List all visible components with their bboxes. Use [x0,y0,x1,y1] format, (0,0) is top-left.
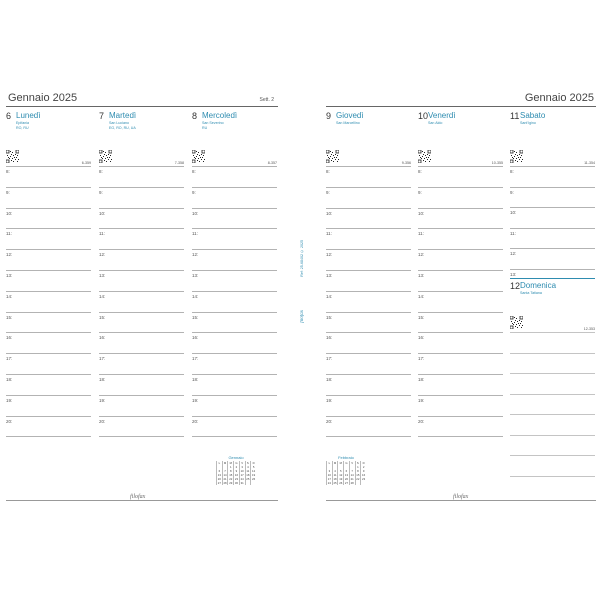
qr-code-icon [418,150,431,163]
calendar-date: 13 [344,473,349,477]
calendar-date: 18 [333,477,337,481]
hour-line-end [418,436,503,457]
calendar-date: 17 [327,477,331,481]
calendar-date: 28 [350,481,354,485]
hour-label: 19: [99,397,106,403]
hour-line [192,353,277,374]
hour-line [6,416,91,437]
hour-label: 20: [6,418,13,424]
day-of-year: 7-358 [174,161,184,165]
calendar-date: 10 [240,469,244,473]
calendar-date: 14 [350,473,354,477]
mini-calendar-title: Febbraio [338,455,354,460]
spine-logo: filofax [300,310,305,323]
hour-line [418,291,503,312]
hour-label: 18: [99,377,106,382]
hour-line [192,374,277,395]
calendar-date: 6 [217,469,223,473]
mini-calendar-grid [326,461,366,485]
calendar-date: 16 [234,473,239,477]
calendar-date: 17 [240,473,244,477]
hour-line [326,416,411,437]
hour-label: 13: [510,271,517,277]
hour-line [99,249,184,270]
hour-line [99,416,184,437]
brand-logo-right: filofax [453,494,469,500]
hour-line [418,312,503,333]
hour-line [418,187,503,208]
hour-line [99,395,184,416]
calendar-date: 5 [338,469,344,473]
qr-code-icon [192,150,205,163]
hour-line [99,187,184,208]
day-name: Domenica [520,281,557,290]
calendar-date: 24 [240,477,244,481]
hour-line [418,166,503,187]
calendar-date: 12 [339,473,343,477]
hour-line [326,208,411,229]
weekday-header: D [252,461,255,465]
hour-line [510,248,595,269]
calendar-date: 8 [228,469,234,473]
hour-label: 9: [510,189,514,195]
hour-label: 11: [6,231,12,237]
hour-line [6,353,91,374]
hour-label: 11: [192,231,198,237]
hour-label: 13: [192,273,199,278]
calendar-date: 7 [222,469,228,473]
hour-line [192,166,277,187]
brand-logo-left: filofax [130,494,146,500]
note-line [510,394,595,415]
calendar-date: 25 [333,481,337,485]
calendar-date: 11 [246,469,250,473]
day-of-year: 8-357 [267,161,277,165]
hour-label: 16: [418,335,425,341]
header-rule [6,106,278,107]
calendar-date: 22 [229,477,233,481]
hour-line [510,166,595,187]
hour-label: 12: [192,252,199,258]
calendar-date: 7 [349,469,355,473]
weekday-header: V [241,461,244,465]
calendar-date [251,481,256,485]
hour-label: 10: [418,210,425,216]
hour-line [418,332,503,353]
hour-label: 15: [418,314,425,320]
hour-label: 9: [99,189,103,195]
hour-label: 18: [192,377,199,382]
reference-code: Ref: 25-68402 © 2025 [300,240,304,277]
holiday-country-codes: EG, RO, RU, UA [109,126,136,130]
day-number: 8 [192,111,198,121]
hour-line [99,353,184,374]
calendar-date: 11 [333,473,337,477]
hour-line [192,208,277,229]
calendar-date: 27 [217,481,221,485]
hour-line [192,312,277,333]
calendar-date: 19 [339,477,343,481]
sunday-rule [510,278,595,279]
hour-label: 9: [418,189,422,195]
hour-label: 9: [326,189,330,195]
note-line [510,373,595,394]
hour-label: 8: [326,169,330,174]
hour-line [192,395,277,416]
hour-line [6,187,91,208]
month-title: Gennaio 2025 [524,92,594,104]
calendar-date: 26 [339,481,343,485]
calendar-date: 5 [251,465,256,469]
qr-code-icon [6,150,19,163]
hour-label: 15: [6,314,13,320]
saint-name: San Marcellino [336,121,360,125]
hour-label: 14: [6,293,13,299]
calendar-date: 27 [344,481,349,485]
hour-line [99,208,184,229]
calendar-date: 24 [327,481,331,485]
hour-line [510,228,595,249]
hour-line [192,249,277,270]
left-page [6,88,278,508]
hour-line [6,270,91,291]
hour-label: 18: [6,377,13,382]
hour-line [192,270,277,291]
hour-label: 19: [326,397,333,403]
calendar-date: 13 [217,473,221,477]
hour-line [418,395,503,416]
hour-label: 15: [326,314,333,320]
day-name: Lunedì [16,111,41,120]
hour-label: 14: [192,293,199,299]
calendar-date: 16 [362,473,366,477]
hour-label: 13: [418,273,425,278]
hour-line [6,166,91,187]
hour-label: 16: [99,335,106,341]
weekday-header: L [327,461,333,465]
hour-label: 19: [418,397,425,403]
hour-line [192,416,277,437]
hour-line [326,166,411,187]
hour-label: 10: [99,210,106,216]
day-number: 12 [510,281,521,291]
mini-calendar-grid [216,461,256,485]
hour-line [326,312,411,333]
hour-label: 8: [6,169,10,174]
hour-line [418,208,503,229]
hour-label: 19: [192,397,199,403]
calendar-date: 19 [252,473,256,477]
hour-line [99,312,184,333]
day-of-year: 11-354 [584,161,595,165]
qr-code-icon [510,150,523,163]
day-number: 11 [510,111,520,121]
hour-label: 12: [510,251,517,256]
weekday-header: D [362,461,365,465]
hour-label: 19: [6,397,13,403]
hour-line [6,332,91,353]
calendar-date: 4 [332,469,338,473]
calendar-date: 20 [217,477,221,481]
hour-line [192,228,277,249]
hour-line [6,249,91,270]
hour-line [326,353,411,374]
weekday-header: M [339,461,342,465]
month-title: Gennaio 2025 [8,92,78,104]
hour-line [99,374,184,395]
hour-label: 20: [192,418,199,424]
hour-label: 11: [418,231,424,237]
hour-line [326,332,411,353]
calendar-date: 14 [223,473,227,477]
qr-code-icon [510,316,523,329]
note-line [510,476,595,497]
note-line [510,435,595,456]
calendar-date: 28 [223,481,227,485]
right-page-header [326,88,596,106]
hour-label: 11: [99,231,105,237]
day-name: Martedì [109,111,137,120]
calendar-date: 29 [229,481,233,485]
hour-line [99,270,184,291]
hour-label: 15: [99,314,106,320]
header-rule [326,106,596,107]
hour-label: 8: [99,169,103,174]
hour-line [6,374,91,395]
calendar-date: 2 [234,465,240,469]
hour-label: 16: [6,335,13,341]
weekday-header: G [235,461,238,465]
calendar-date: 10 [327,473,331,477]
calendar-date: 25 [246,477,250,481]
mini-calendar [326,455,366,485]
calendar-date: 1 [355,465,361,469]
hour-label: 12: [99,252,106,258]
day-name: Sabato [520,111,546,120]
hour-line [6,395,91,416]
hour-label: 17: [326,356,333,362]
calendar-date: 1 [228,465,234,469]
saint-name: San Luciano [109,121,129,125]
hour-line [192,291,277,312]
hour-line [418,416,503,437]
hour-line [99,332,184,353]
weekday-header: M [223,461,227,465]
calendar-date: 9 [234,469,240,473]
weekday-header: S [246,461,249,465]
day-of-year: 9-356 [401,161,411,165]
hour-line [6,312,91,333]
hour-line [326,270,411,291]
hour-label: 18: [326,377,333,382]
hour-label: 12: [6,252,13,258]
hour-line [418,249,503,270]
holiday-country-codes: RO, RU [16,126,29,130]
hour-label: 10: [326,210,333,216]
calendar-date: 2 [361,465,366,469]
hour-label: 17: [192,356,199,362]
weekday-header: L [217,461,223,465]
hour-label: 11: [326,231,332,237]
hour-label: 15: [192,314,199,320]
footer-rule-right [326,500,596,501]
hour-label: 18: [418,377,425,382]
calendar-date: 20 [344,477,349,481]
calendar-date: 22 [356,477,360,481]
hour-line [326,249,411,270]
hour-line [418,228,503,249]
hour-label: 8: [418,169,422,174]
hour-line-end [99,436,184,457]
hour-line [418,270,503,291]
day-of-year: 10-355 [491,161,503,165]
day-of-year: 6-359 [81,161,91,165]
note-line [510,414,595,435]
saint-name: San Severino [202,121,224,125]
holiday-country-codes: RU [202,126,208,130]
hour-line [326,291,411,312]
calendar-date: 3 [327,469,333,473]
hour-line [6,291,91,312]
hour-label: 9: [192,189,196,195]
day-number: 10 [418,111,429,121]
weekday-header: V [351,461,354,465]
spine [300,240,308,370]
calendar-date: 31 [240,481,244,485]
day-name: Giovedì [336,111,364,120]
hour-label: 9: [6,189,10,195]
hour-label: 14: [99,293,106,299]
week-label: Sett. 2 [259,97,274,103]
hour-label: 16: [192,335,199,341]
hour-label: 10: [510,210,517,215]
calendar-date: 15 [229,473,233,477]
hour-line [99,291,184,312]
day-number: 7 [99,111,105,121]
hour-line [326,228,411,249]
hour-line [6,208,91,229]
hour-label: 14: [418,293,425,299]
hour-line [326,395,411,416]
saint-name: Sant'Igino [520,121,536,125]
calendar-date: 6 [344,469,350,473]
hour-label: 8: [510,169,514,174]
calendar-date: 21 [350,477,354,481]
calendar-date: 15 [356,473,360,477]
hour-label: 10: [6,210,13,216]
hour-line [418,374,503,395]
hour-line [510,187,595,208]
hour-line [326,374,411,395]
hour-label: 13: [326,273,333,278]
day-name: Mercoledì [202,111,238,120]
saint-name: Epifania [16,121,29,125]
hour-label: 20: [326,418,333,424]
hour-label: 13: [99,273,106,278]
calendar-date: 3 [239,465,245,469]
hour-label: 20: [99,418,106,424]
note-line [510,332,595,353]
hour-line [326,187,411,208]
right-page [326,88,596,508]
hour-line [510,207,595,228]
hour-line [418,353,503,374]
day-name: Venerdì [428,111,456,120]
hour-line [192,332,277,353]
hour-label: 17: [99,356,106,362]
hour-line-end [6,436,91,457]
mini-calendar [216,455,256,485]
calendar-date: 9 [361,469,366,473]
hour-label: 20: [418,418,425,424]
calendar-date: 12 [252,469,256,473]
weekday-header: M [333,461,337,465]
hour-label: 16: [326,335,333,341]
day-number: 6 [6,111,12,121]
hour-label: 11: [510,230,516,236]
hour-label: 13: [6,273,13,278]
hour-label: 17: [6,356,13,362]
hour-label: 8: [192,169,196,174]
calendar-date: 23 [234,477,239,481]
footer-rule-left [6,500,278,501]
day-number: 9 [326,111,332,121]
weekday-header: M [229,461,232,465]
weekday-header: G [345,461,348,465]
hour-label: 14: [326,293,333,299]
note-line [510,353,595,374]
hour-line [99,166,184,187]
calendar-date: 30 [234,481,239,485]
left-page-header [6,88,278,106]
hour-label: 17: [418,356,425,362]
saint-name: San Aldo [428,121,443,125]
calendar-date: 4 [245,465,251,469]
hour-label: 12: [418,252,425,258]
qr-code-icon [99,150,112,163]
mini-calendar-title: Gennaio [228,455,244,460]
calendar-date: 26 [252,477,256,481]
calendar-date: 18 [246,473,250,477]
qr-code-icon [326,150,339,163]
hour-line [6,228,91,249]
hour-line [99,228,184,249]
saint-name: Santa Tatiana [520,291,542,295]
hour-label: 12: [326,252,333,258]
note-line [510,455,595,476]
day-of-year: 12-353 [583,327,595,331]
calendar-date: 8 [355,469,361,473]
calendar-date: 21 [223,477,227,481]
weekday-header: S [356,461,359,465]
hour-label: 10: [192,210,199,216]
calendar-date [361,481,366,485]
calendar-date: 23 [362,477,366,481]
hour-line [192,187,277,208]
